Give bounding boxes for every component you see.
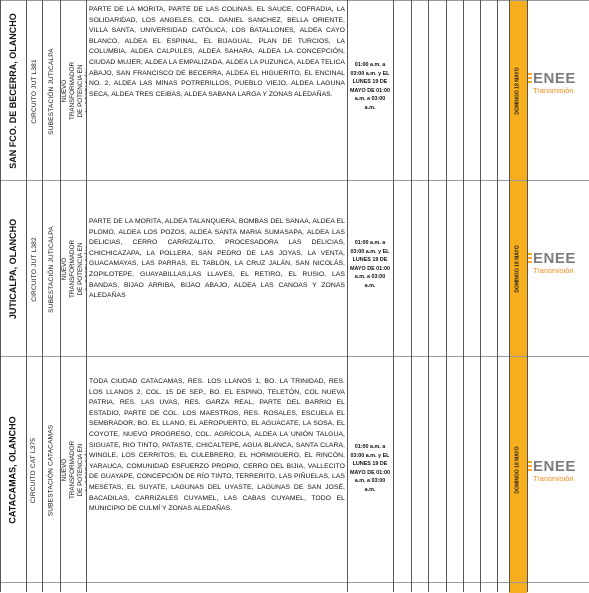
circuit-label: CIRCUITO JUT L381	[30, 58, 38, 124]
substation-cell	[42, 1, 60, 181]
schedule-hours-text: 01:00 a.m. a 03:00 a.m. y EL LUNES 19 DE MAYO DE 01:00 a.m. a 03:00 a.m.	[350, 240, 390, 289]
logo-subtitle: Transmisión	[533, 474, 574, 483]
location-cell	[0, 181, 26, 357]
logo-text: ENEE	[533, 70, 576, 87]
logo-bars-icon	[528, 253, 532, 265]
table-row	[0, 582, 589, 593]
substation-cell	[42, 181, 60, 357]
affected-areas-text: PARTE DE LA MORITA, PARTE DE LAS COLINAS, EL SAUCE, COFRADIA, LA SOLIDARIDAD, LOS ANGELES, COL. DANIEL SANCHEZ, BELLA ORIENTE, VILLA SANTA, UNIVERSIDAD CATÓLICA, LOS BATALLONES, ALDEA CAYO BLANCO, ALDEA EL ESPINAL, EL BIJAGUAL, PLAN DE TURCIOS, LA COLUMBIA, ALDEA CALPULES, ALDEA SAHARA, ALDEA LA CONCEPCIÓN, CIUDAD MUJER, ALDEA LA EMPALIZADA, ALDEA LA PUZUNCA, ALDEA TELICA ABAJO, SAN FRANCISCO DE BECERRA, ALDEA EL HIGUERITO, EL ENCINAL NO. 2, ALDEA LAS MINAS POTRERILLOS, PUEBLO VIEJO, ALDEA LAGUNA SECA, ALDEA TRES CEIBAS, ALDEA SABANA LARGA Y ZONAS ALEDAÑAS.	[89, 6, 345, 98]
schedule-hours-text: 01:00 a.m. a 03:00 a.m. y EL LUNES 19 DE MAYO DE 01:00 a.m. a 03:00 a.m.	[350, 62, 390, 111]
affected-areas-text: PARTE DE LA MORITA, ALDEA TALANQUERA, BOMBAS DEL SANAA, ALDEA EL PLOMO, ALDEA LOS POZOS, ALDEA SANTA MARIA SUMASAPA, ALDEA LAS DELICIAS, CERRO CARRIZALITO, PROCESADORA LAS DELICIAS, CHICHICAZAPA, LA POLLERA, SAN PEDRO DE LAS JOYAS, LA VENTA, GUACAMAYAS, LAS PARRAS, EL TABLÓN, LA CRUZ JALÁN, SAN NICOLÁS, ZOPILOTEPE, GUAYABILLAS,LAS LLAVES, EL RETIRO, EL RUSIO, LAS BANDAS, BIJAO ARRIBA, BIJAO ABAJO, ALDEA LAS CANOAS Y ZONAS ALEDAÑAS	[89, 218, 345, 300]
reason-cell	[60, 1, 86, 181]
enee-logo	[528, 71, 589, 95]
affected-areas-text: TODA CIUDAD CATACAMAS, RES. LOS LLANOS 1, BO. LA TRINIDAD, RES. LOS LLANOS 2, COL. 15 DE SEP., BO. EL ESPINO, TELETÓN, COL NUEVA PATRIA, RES. LAS UVAS, RES. GARZA REAL, PARTE DEL BARRIO EL ESTADIO, PARTE DE COL. LOS MAESTROS, RES. ROSALES, ESCUELA EL SEMBRADOR, BO. EL LLANO, EL AEROPUERTO, EL AGUACATE, LA SOSA, EL COYOTE, NUEVO PROGRESO, COL. AGRÍCOLA, ALDEA LA UNIÓN TALGUA, SIGUATE, RIO TINTO, PATASTE, CHICALTEPE, AGUA BLANCA, SANTA CLARA, WINGLE, LOS CERRITOS, EL CULEBRERO, EL HORMIGUERO, EL RINCÓN, YARAUCA, COMUNIDAD ESFUERZO PROPIO, CERRO DEL BIJIA, VALLECITO DE GUAYAPE, CONCEPCIÓN DE RÍO TINTO, TERRERITO, LAS PIÑUELAS, LAS MESETAS, EL SUYATE, LAGUNAS DEL UYASTE, LAGUNAS DE SAN JOSÉ, BACADILAS, CARRIZALES CUYAMEL, LAS CABAS CUYAMEL, TODO EL MUNICIPIO DE CULMÍ Y ZONAS ALEDAÑAS.	[89, 378, 345, 513]
location-cell	[0, 1, 26, 181]
table-row	[0, 356, 589, 583]
logo-bars-icon	[528, 461, 532, 473]
reason-label: NUEVO TRANSFORMADOR DE POTENCIA EN	[61, 61, 84, 121]
day-label: DOMINGO 18 MAYO	[515, 245, 522, 293]
substation-label: SUBESTACIÓN JUTICALPA	[47, 225, 55, 313]
substation-label: SUBESTACIÓN CATACAMAS	[47, 424, 55, 516]
circuit-cell	[26, 181, 42, 357]
table-row	[0, 0, 589, 181]
logo-text: ENEE	[533, 458, 576, 475]
substation-cell	[42, 357, 60, 583]
logo-subtitle: Transmisión	[533, 266, 574, 275]
day-cell	[509, 181, 527, 357]
reason-label: NUEVO TRANSFORMADOR DE POTENCIA EN	[61, 239, 84, 299]
schedule-hours-text: 01:00 a.m. a 03:00 a.m. y EL LUNES 19 DE MAYO DE 01:00 a.m. a 03:00 a.m.	[350, 444, 390, 493]
logo-bars-icon	[528, 73, 532, 85]
substation-label: SUBESTACIÓN JUTICALPA	[47, 47, 55, 135]
location-label: CATACAMAS, OLANCHO	[8, 416, 18, 524]
table-row	[0, 180, 589, 357]
location-label: SAN FCO. DE BECERRA, OLANCHO	[8, 13, 19, 169]
reason-label: NUEVO TRANSFORMADOR DE POTENCIA EN	[61, 440, 84, 500]
reason-cell	[60, 181, 86, 357]
location-label: JUTICALPA, OLANCHO	[8, 218, 18, 320]
circuit-label: CIRCUITO CAT L375	[30, 437, 38, 503]
enee-logo	[528, 251, 589, 275]
circuit-label: CIRCUITO JUT L382	[30, 236, 38, 302]
day-label: DOMINGO 18 MAYO	[515, 67, 522, 115]
circuit-cell	[26, 357, 42, 583]
reason-cell	[60, 357, 86, 583]
day-cell	[509, 357, 527, 583]
location-cell	[0, 357, 26, 583]
day-cell	[509, 1, 527, 181]
logo-subtitle: Transmisión	[533, 86, 574, 95]
logo-text: ENEE	[533, 250, 576, 267]
day-label: DOMINGO 18 MAYO	[515, 446, 522, 494]
enee-logo	[528, 459, 589, 483]
circuit-cell	[26, 1, 42, 181]
